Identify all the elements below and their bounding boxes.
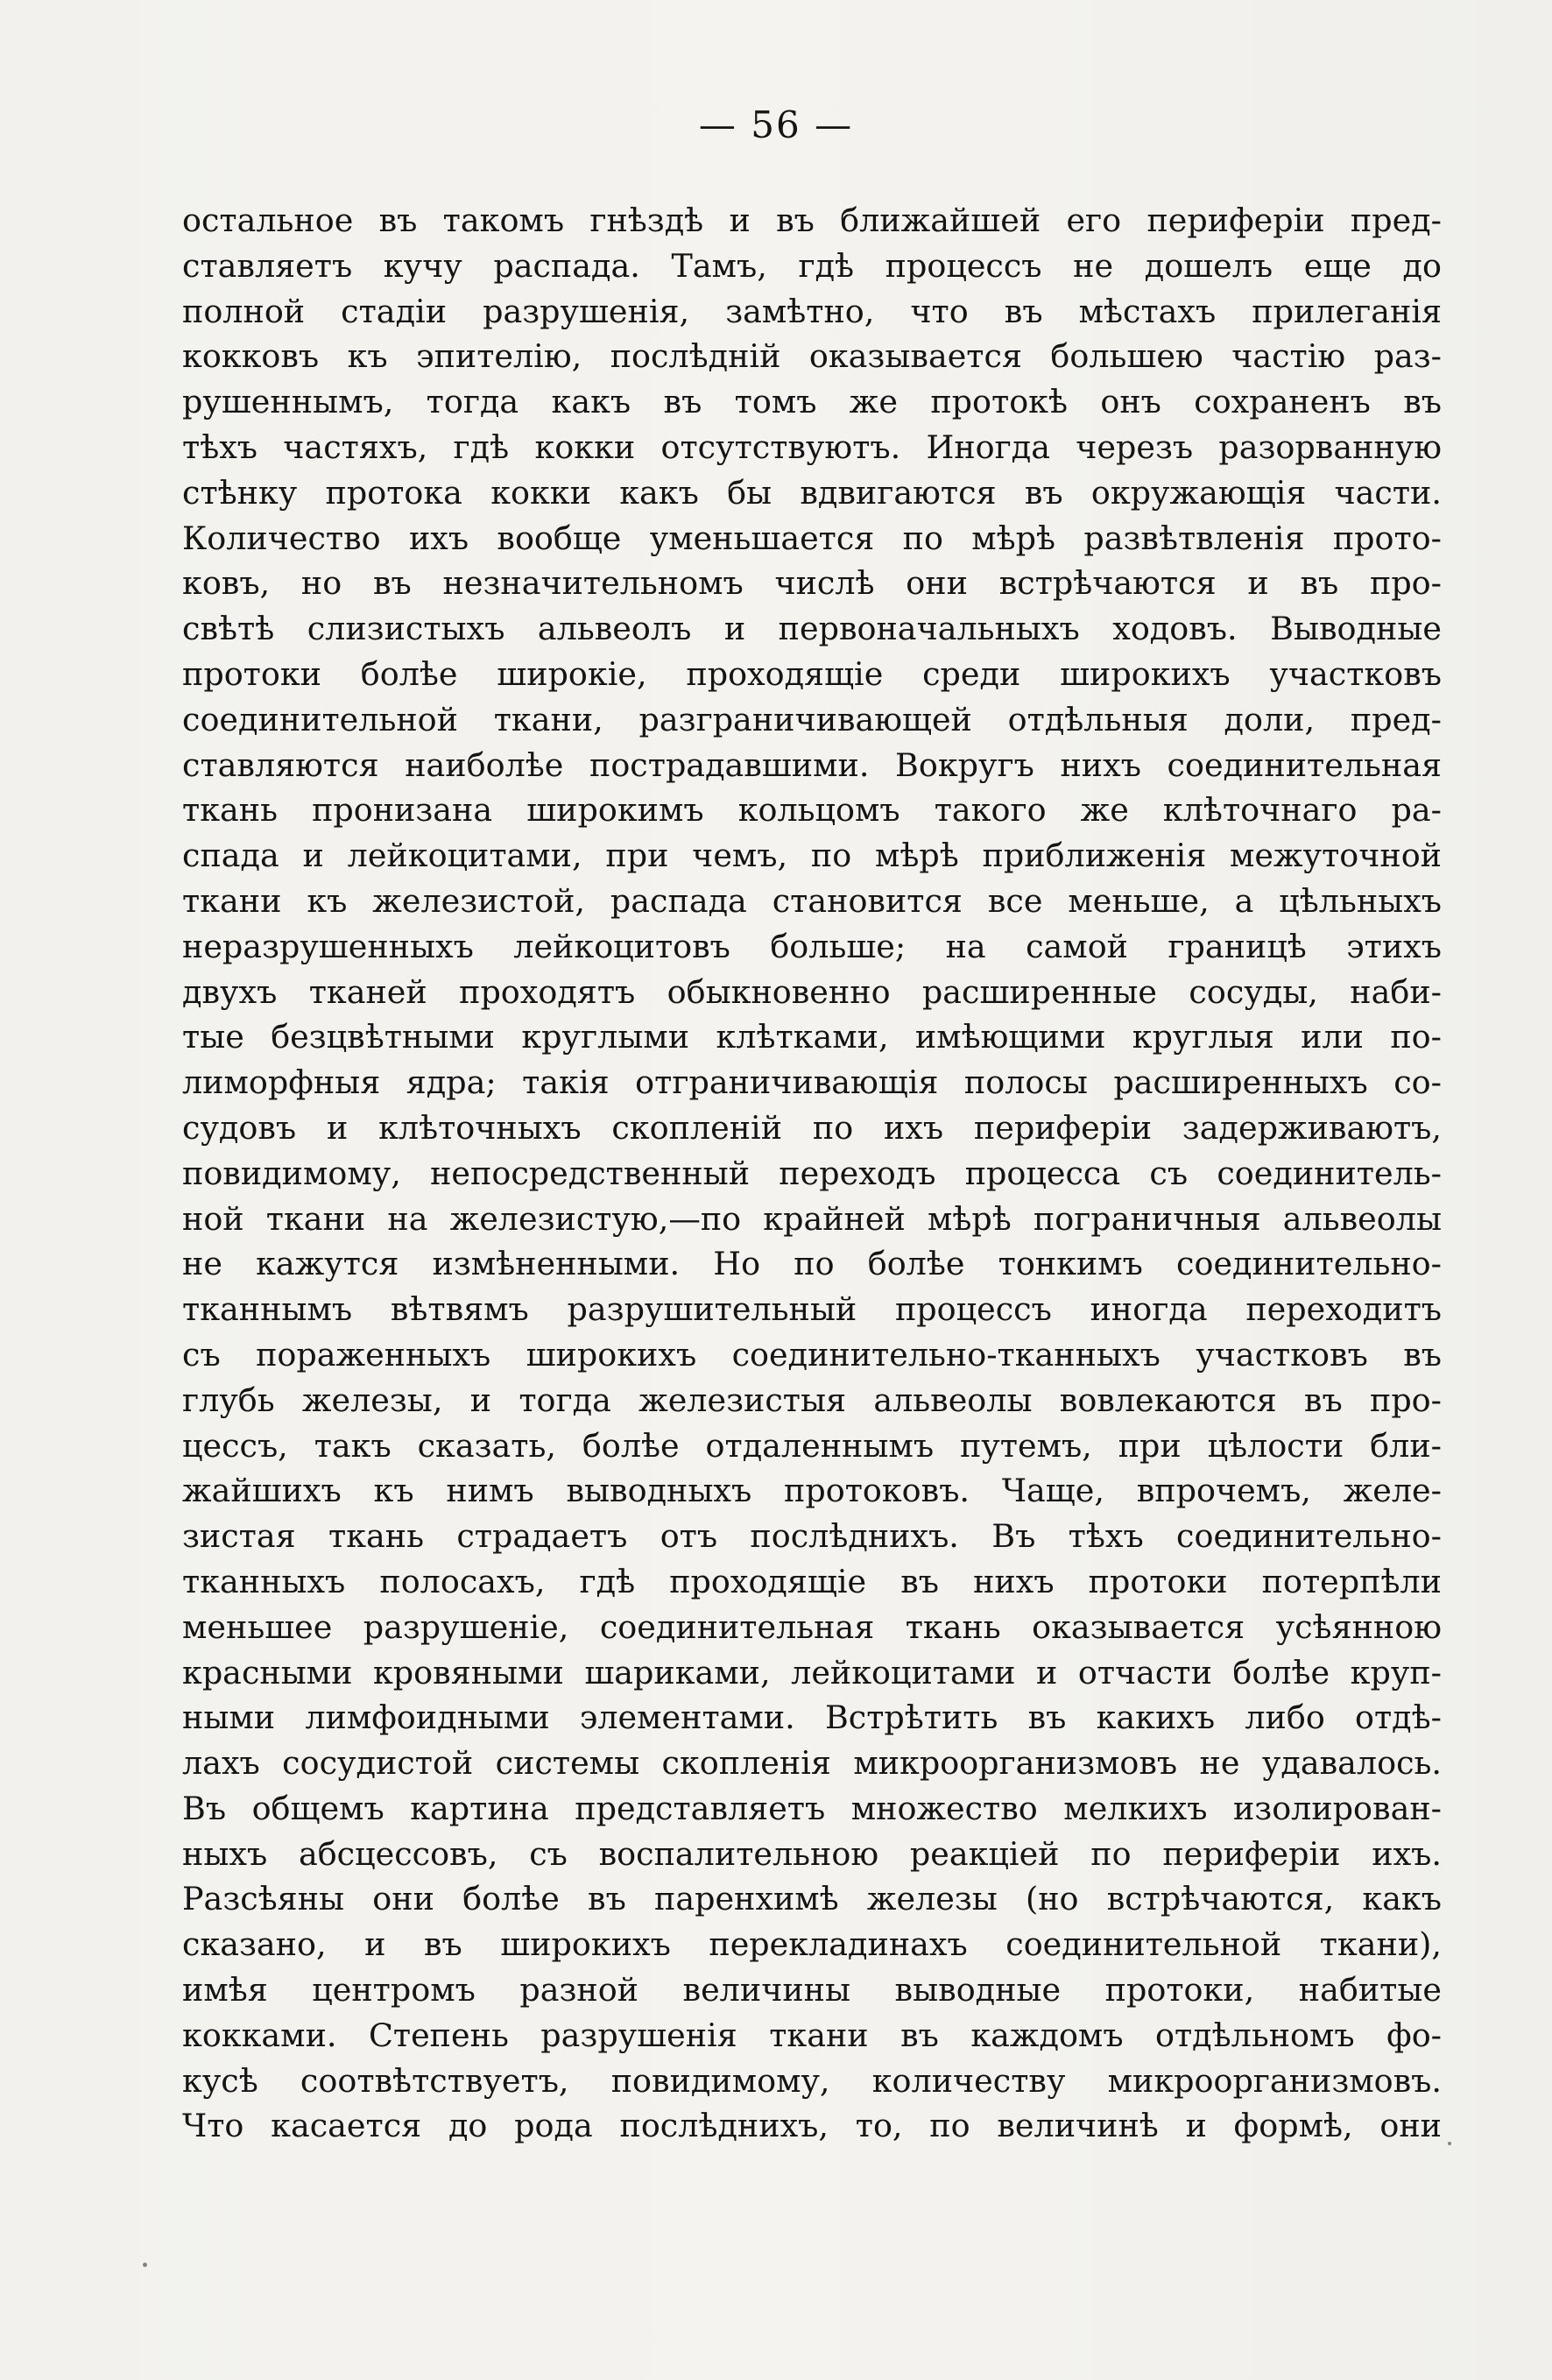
text-line: неразрушенныхъ лейкоцитовъ больше; на самой границѣ этихъ — [182, 927, 1442, 965]
text-line: ковъ, но въ незначительномъ числѣ они встрѣчаются и въ про- — [182, 564, 1442, 603]
text-line: кокковъ къ эпителію, послѣдній оказывается большею частію раз- — [182, 337, 1442, 376]
text-line: двухъ тканей проходятъ обыкновенно расширенные сосуды, наби- — [182, 972, 1442, 1011]
text-line: съ пораженныхъ широкихъ соединительно-тканныхъ участковъ въ — [182, 1335, 1442, 1374]
text-line: тканнымъ вѣтвямъ разрушительный процессъ иногда переходитъ — [182, 1290, 1442, 1329]
text-line: ставляетъ кучу распада. Тамъ, гдѣ процессъ не дошелъ еще до — [182, 246, 1442, 285]
text-line: жайшихъ къ нимъ выводныхъ протоковъ. Чаще, впрочемъ, желе- — [182, 1472, 1442, 1510]
text-line: лиморфныя ядра; такія отграничивающія полосы расширенныхъ со- — [182, 1063, 1442, 1102]
paper-speck — [1448, 2142, 1451, 2145]
text-line: Разсѣяны они болѣе въ паренхимѣ железы (но встрѣчаются, какъ — [182, 1880, 1442, 1918]
text-line: зистая ткань страдаетъ отъ послѣднихъ. Въ тѣхъ соединительно- — [182, 1517, 1442, 1556]
text-line: ставляются наиболѣе пострадавшими. Вокругъ нихъ соединительная — [182, 745, 1442, 784]
text-line: меньшее разрушеніе, соединительная ткань оказывается усѣянною — [182, 1607, 1442, 1646]
text-line: повидимому, непосредственный переходъ процесса съ соединитель- — [182, 1154, 1442, 1192]
text-line: сказано, и въ широкихъ перекладинахъ соединительной ткани), — [182, 1925, 1442, 1964]
text-line: свѣтѣ слизистыхъ альвеолъ и первоначальныхъ ходовъ. Выводные — [182, 610, 1442, 648]
text-line: рушеннымъ, тогда какъ въ томъ же протокѣ онъ сохраненъ въ — [182, 383, 1442, 421]
text-line: кокками. Степень разрушенія ткани въ каждомъ отдѣльномъ фо- — [182, 2016, 1442, 2054]
text-line: Что касается до рода послѣднихъ, то, по величинѣ и формѣ, они — [182, 2107, 1442, 2145]
text-line: ткани къ железистой, распада становится все меньше, а цѣльныхъ — [182, 881, 1442, 920]
text-line: тые безцвѣтными круглыми клѣтками, имѣющими круглыя или по- — [182, 1018, 1442, 1056]
text-line: протоки болѣе широкіе, проходящіе среди широкихъ участковъ — [182, 654, 1442, 693]
text-line: лахъ сосудистой системы скопленія микроорганизмовъ не удавалось. — [182, 1744, 1442, 1783]
text-line: спада и лейкоцитами, при чемъ, по мѣрѣ приближенія межуточной — [182, 837, 1442, 875]
text-line: имѣя центромъ разной величины выводные протоки, набитые — [182, 1971, 1442, 2009]
text-line: ткань пронизана широкимъ кольцомъ такого же клѣточнаго ра- — [182, 791, 1442, 830]
body-text — [182, 198, 1442, 2149]
text-line: остальное въ такомъ гнѣздѣ и въ ближайшей его периферіи пред- — [182, 201, 1442, 239]
text-line: тканныхъ полосахъ, гдѣ проходящіе въ нихъ протоки потерпѣли — [182, 1562, 1442, 1600]
text-line: кусѣ соотвѣтствуетъ, повидимому, количеству микроорганизмовъ. — [182, 2061, 1442, 2100]
text-line: глубь железы, и тогда железистыя альвеолы вовлекаются въ про- — [182, 1381, 1442, 1419]
text-line: не кажутся измѣненными. Но по болѣе тонкимъ соединительно- — [182, 1245, 1442, 1283]
text-line: полной стадіи разрушенія, замѣтно, что въ мѣстахъ прилеганія — [182, 292, 1442, 330]
paper-speck — [143, 2263, 147, 2267]
text-line: цессъ, такъ сказать, болѣе отдаленнымъ путемъ, при цѣлости бли- — [182, 1426, 1442, 1465]
text-line: стѣнку протока кокки какъ бы вдвигаются въ окружающія части. — [182, 473, 1442, 512]
text-line: Количество ихъ вообще уменьшается по мѣрѣ развѣтвленія прото- — [182, 519, 1442, 557]
page-number: — 56 — — [698, 103, 854, 146]
text-line: соединительной ткани, разграничивающей отдѣльныя доли, пред- — [182, 700, 1442, 738]
text-line: Въ общемъ картина представляетъ множество мелкихъ изолирован- — [182, 1789, 1442, 1827]
text-line: ной ткани на железистую,—по крайней мѣрѣ пограничныя альвеолы — [182, 1199, 1442, 1238]
text-line: ными лимфоидными элементами. Встрѣтить въ какихъ либо отдѣ- — [182, 1698, 1442, 1737]
text-line: судовъ и клѣточныхъ скопленій по ихъ периферіи задерживаютъ, — [182, 1108, 1442, 1147]
text-line: тѣхъ частяхъ, гдѣ кокки отсутствуютъ. Иногда черезъ разорванную — [182, 427, 1442, 466]
text-line: ныхъ абсцессовъ, съ воспалительною реакціей по периферіи ихъ. — [182, 1834, 1442, 1873]
text-line: красными кровяными шариками, лейкоцитами и отчасти болѣе круп- — [182, 1653, 1442, 1691]
